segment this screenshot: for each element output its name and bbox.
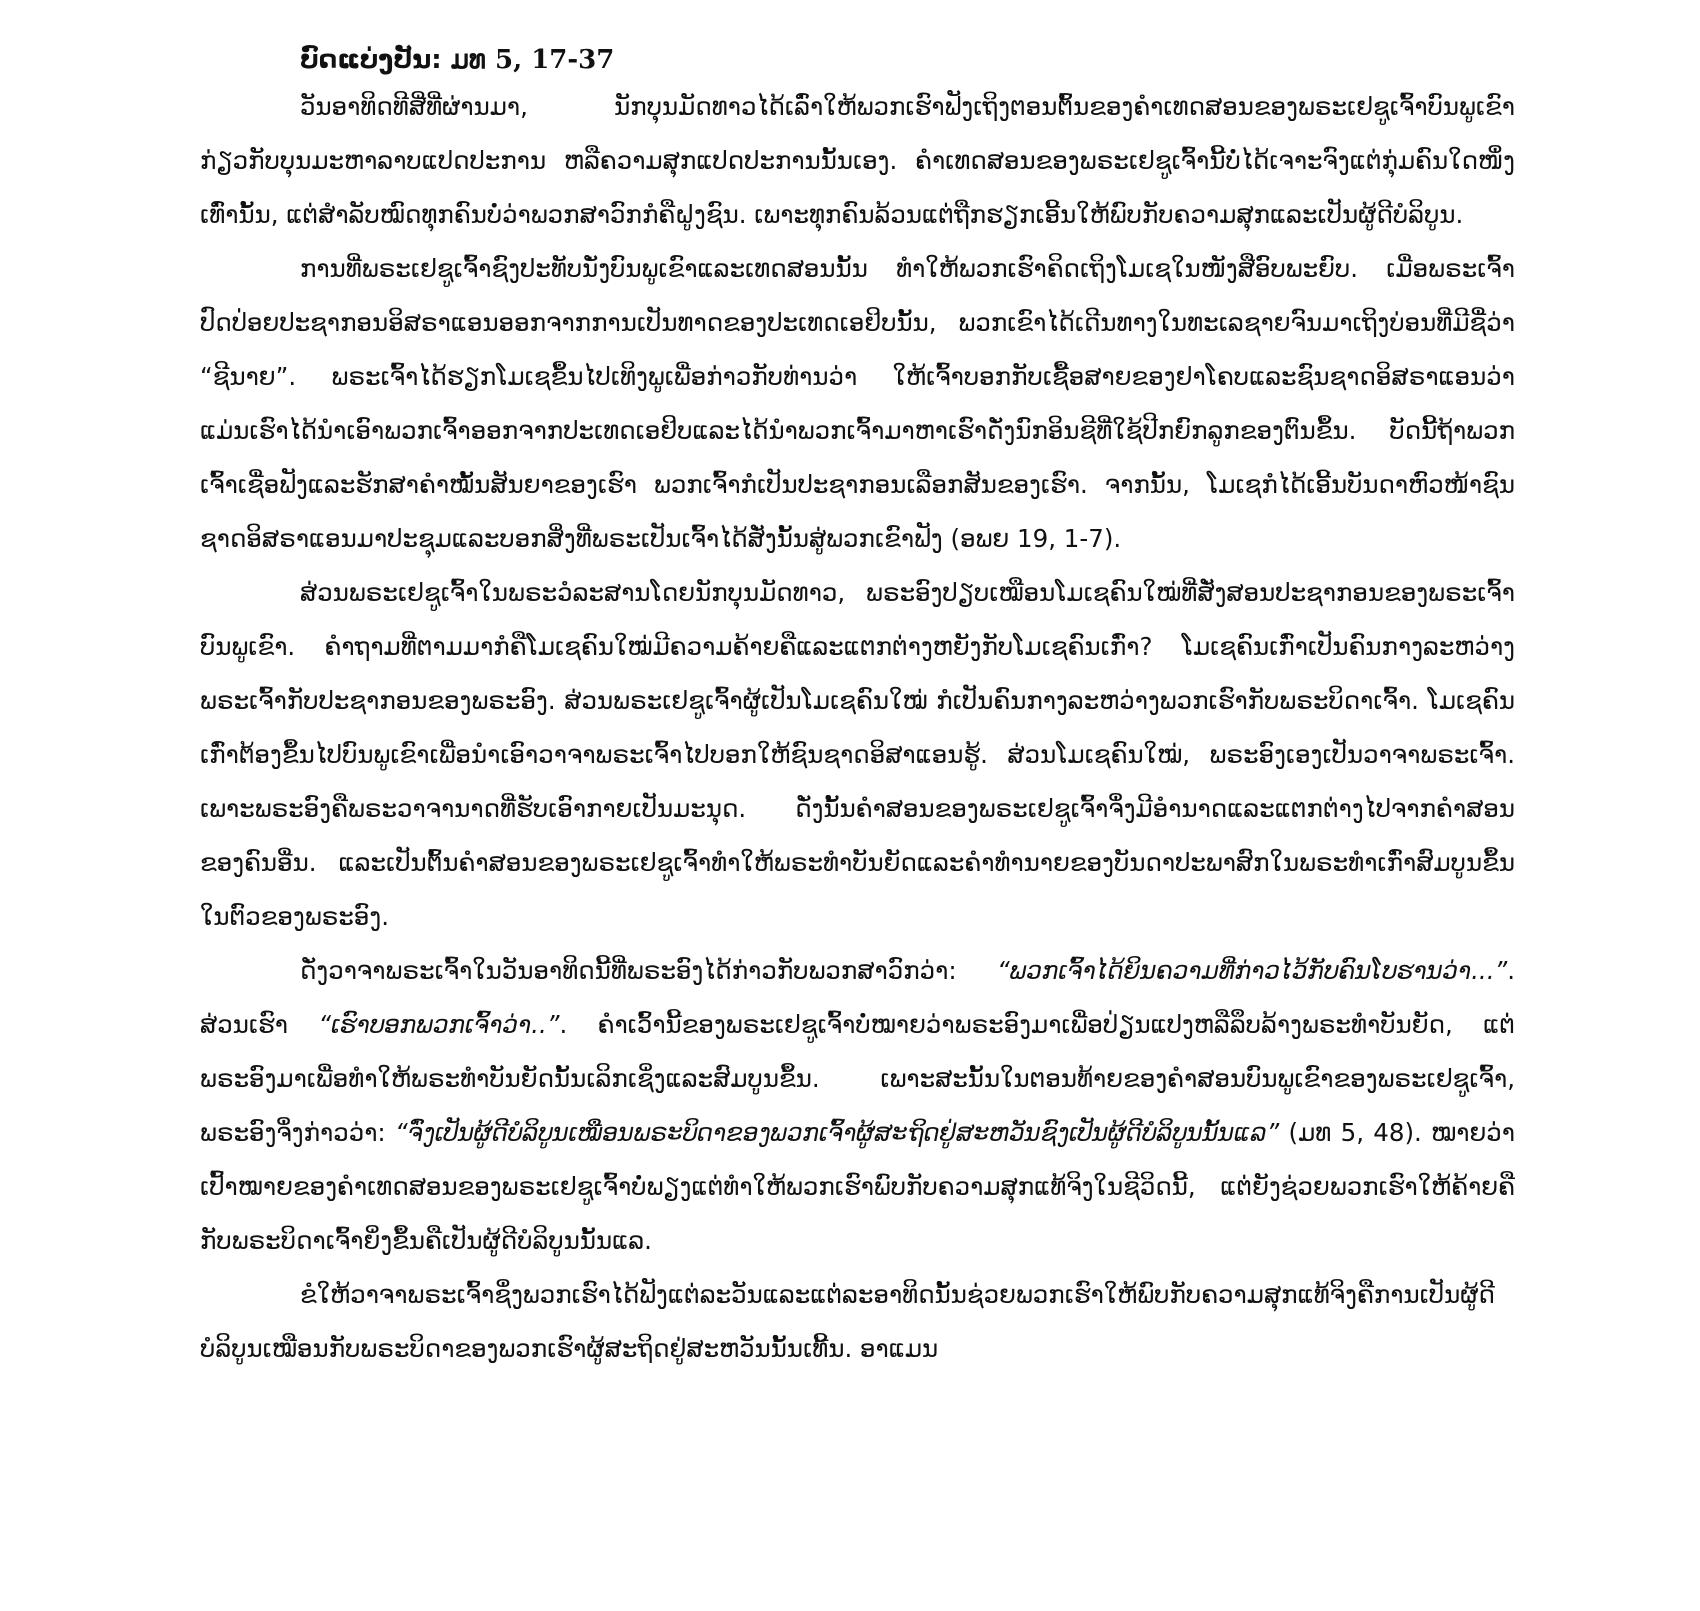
quote-be-perfect: “ຈົ່ງເປັນຜູ້ດີບໍລິບູນເໝືອນພຣະບິດາຂອງພວກເຈົ້າຜູ້ສະຖິດຢູ່ສະຫວັນຊົງເປັນຜູ້ດີບໍລິບູນນັ້ນແລ” xyxy=(394,1118,1280,1147)
document-title xyxy=(300,40,1515,80)
title-label: ບົດແບ່ງປັນ: xyxy=(300,45,442,75)
title-reference: ມທ 5, 17-37 xyxy=(450,45,615,75)
paragraph-3: ສ່ວນພຣະເຢຊູເຈົ້າໃນພຣະວໍລະສານໂດຍນັກບຸນມັດທາວ, ພຣະອົງປຽບເໝືອນໂມເຊຄົນໃໝ່ທີ່ສັ່ງສອນປະຊາກອນຂອງພຣະເຈົ້າບົນພູເຂົາ. ຄຳຖາມທີ່ຕາມມາກໍຄືໂມເຊຄົນໃໝ່ມີຄວາມຄ້າຍຄືແລະແຕກຕ່າງຫຍັງກັບໂມເຊຄົນເກົ່າ? ໂມເຊຄົນເກົ່າເປັນຄົນກາງລະຫວ່າງພຣະເຈົ້າກັບປະຊາກອນຂອງພຣະອົງ. ສ່ວນພຣະເຢຊູເຈົ້າຜູ້ເປັນໂມເຊຄົນໃໝ່ ກໍເປັນຄົນກາງລະຫວ່າງພວກເຮົາກັບພຣະບິດາເຈົ້າ. ໂມເຊຄົນເກົ່າຕ້ອງຂຶ້ນໄປບົນພູເຂົາເພື່ອນຳເອົາວາຈາພຣະເຈົ້າໄປບອກໃຫ້ຊົນຊາດອິສາແອນຮູ້. ສ່ວນໂມເຊຄົນໃໝ່, ພຣະອົງເອງເປັນວາຈາພຣະເຈົ້າ. ເພາະພຣະອົງຄືພຣະວາຈານາດທີ່ຮັບເອົາກາຍເປັນມະນຸດ. ດັ່ງນັ້ນຄຳສອນຂອງພຣະເຢຊູເຈົ້າຈຶ່ງມີອຳນາດແລະແຕກຕ່າງໄປຈາກຄຳສອນຂອງຄົນອື່ນ. ແລະເປັນຕົ້ນຄຳສອນຂອງພຣະເຢຊູເຈົ້າທຳໃຫ້ພຣະທຳບັນຍັດແລະຄຳທຳນາຍຂອງບັນດາປະພາສົກໃນພຣະທຳເກົ່າສົມບູນຂຶ້ນໃນຕົວຂອງພຣະອົງ. xyxy=(200,578,1515,931)
paragraph-5: ຂໍໃຫ້ວາຈາພຣະເຈົ້າຊຶ່ງພວກເຮົາໄດ້ຟັງແຕ່ລະວັນແລະແຕ່ລະອາທິດນັ້ນຊ່ວຍພວກເຮົາໃຫ້ພົບກັບຄວາມສຸກແທ້ຈິງຄືການເປັນຜູ້ດີບໍລິບູນເໝືອນກັບພຣະບິດາຂອງພວກເຮົາຜູ້ສະຖິດຢູ່ສະຫວັນນັ້ນເທີ້ນ. ອາແມນ xyxy=(200,1280,1495,1363)
paragraph-4-mid-1: . ສ່ວນເຮົາ xyxy=(200,956,1515,1039)
paragraph-4-tail: (ມທ 5, 48). ໝາຍວ່າເປົ້າໝາຍຂອງຄຳເທດສອນຂອງພຣະເຢຊູເຈົ້າບໍ່ພຽງແຕ່ທຳໃຫ້ພວກເຮົາພົບກັບຄວາມສຸກແທ້ຈິງໃນຊີວິດນີ້, ແຕ່ຍັງຊ່ວຍພວກເຮົາໃຫ້ຄ້າຍຄືກັບພຣະບິດາເຈົ້າຍິ່ງຂຶ້ນຄືເປັນຜູ້ດີບໍລິບູນນັ້ນແລ. xyxy=(200,1118,1516,1255)
quote-old-saying: “ພວກເຈົ້າໄດ້ຍິນຄວາມທີ່ກ່າວໄວ້ກັບຄົນໂບຮານວ່າ...” xyxy=(996,956,1508,985)
paragraph-2: ການທີ່ພຣະເຢຊູເຈົ້າຊົງປະທັບນັ່ງບົນພູເຂົາແລະເທດສອນນັ້ນ ທຳໃຫ້ພວກເຮົາຄິດເຖິງໂມເຊໃນໜັງສືອົບພະຍົບ. ເມື່ອພຣະເຈົ້າປົດປ່ອຍປະຊາກອນອິສຣາແອນອອກຈາກການເປັນທາດຂອງປະເທດເອຢິບນັ້ນ, ພວກເຂົາໄດ້ເດີນທາງໃນທະເລຊາຍຈົນມາເຖິງບ່ອນທີ່ມີຊື່ວ່າ “ຊີນາຍ”. ພຣະເຈົ້າໄດ້ຮຽກໂມເຊຂຶ້ນໄປເທິງພູເພື່ອກ່າວກັບທ່ານວ່າ ໃຫ້ເຈົ້າບອກກັບເຊື້ອສາຍຂອງຢາໂຄບແລະຊົນຊາດອິສຣາແອນວ່າ ແມ່ນເຮົາໄດ້ນຳເອົາພວກເຈົ້າອອກຈາກປະເທດເອຢິບແລະໄດ້ນຳພວກເຈົ້າມາຫາເຮົາດັ່ງນົກອິນຊີທີ່ໃຊ້ປີກຍົກລູກຂອງຕົນຂຶ້ນ. ບັດນີ້ຖ້າພວກເຈົ້າເຊື່ອຟັງແລະຮັກສາຄຳໝັ້ນສັນຍາຂອງເຮົາ ພວກເຈົ້າກໍເປັນປະຊາກອນເລືອກສັນຂອງເຮົາ. ຈາກນັ້ນ, ໂມເຊກໍໄດ້ເອີ້ນບັນດາຫົວໜ້າຊົນຊາດອິສຣາແອນມາປະຊຸມແລະບອກສິ່ງທີ່ພຣະເປັນເຈົ້າໄດ້ສັ່ງນັ້ນສູ່ພວກເຂົາຟັງ (ອພຍ 19, 1-7). xyxy=(200,254,1515,553)
paragraph-4 xyxy=(200,944,1515,1268)
document-body xyxy=(200,40,1515,1376)
paragraph-4-mid-2: . ຄຳເວົ້ານີ້ຂອງພຣະເຢຊູເຈົ້າບໍ່ໝາຍວ່າພຣະອົງມາເພື່ອປ່ຽນແປງຫລືລຶບລ້າງພຣະທຳບັນຍັດ, ແຕ່ພຣະອົງມາເພື່ອທຳໃຫ້ພຣະທຳບັນຍັດນັ້ນເລິກເຊິ່ງແລະສົມບູນຂຶ້ນ. ເພາະສະນັ້ນໃນຕອນທ້າຍຂອງຄຳສອນບົນພູເຂົາຂອງພຣະເຢຊູເຈົ້າ, ພຣະອົງຈຶ່ງກ່າວວ່າ: xyxy=(200,1010,1515,1147)
quote-i-tell-you: “ເຮົາບອກພວກເຈົ້າວ່າ..” xyxy=(318,1010,560,1039)
paragraph-4-lead: ດັ່ງວາຈາພຣະເຈົ້າໃນວັນອາທິດນີ້ທີ່ພຣະອົງໄດ້ກ່າວກັບພວກສາວົກວ່າ: xyxy=(300,956,997,985)
paragraph-1: ວັນອາທິດທີສີ່ທີ່ຜ່ານມາ, ນັກບຸນມັດທາວໄດ້ເລົ່າໃຫ້ພວກເຮົາຟັງເຖິງຕອນຕົ້ນຂອງຄຳເທດສອນຂອງພຣະເຢຊູເຈົ້າບົນພູເຂົາ ກ່ຽວກັບບຸນມະຫາລາບແປດປະການ ຫລືຄວາມສຸກແປດປະການນັ້ນເອງ. ຄຳເທດສອນຂອງພຣະເຢຊູເຈົ້ານີ້ບໍ່ໄດ້ເຈາະຈົງແຕ່ກຸ່ມຄົນໃດໜຶ່ງເທົ່ານັ້ນ, ແຕ່ສຳລັບໝົດທຸກຄົນບໍ່ວ່າພວກສາວົກກໍຄືຝູງຊົນ. ເພາະທຸກຄົນລ້ວນແຕ່ຖືກຮຽກເອີ້ນໃຫ້ພົບກັບຄວາມສຸກແລະເປັນຜູ້ດີບໍລິບູນ. xyxy=(200,92,1515,229)
